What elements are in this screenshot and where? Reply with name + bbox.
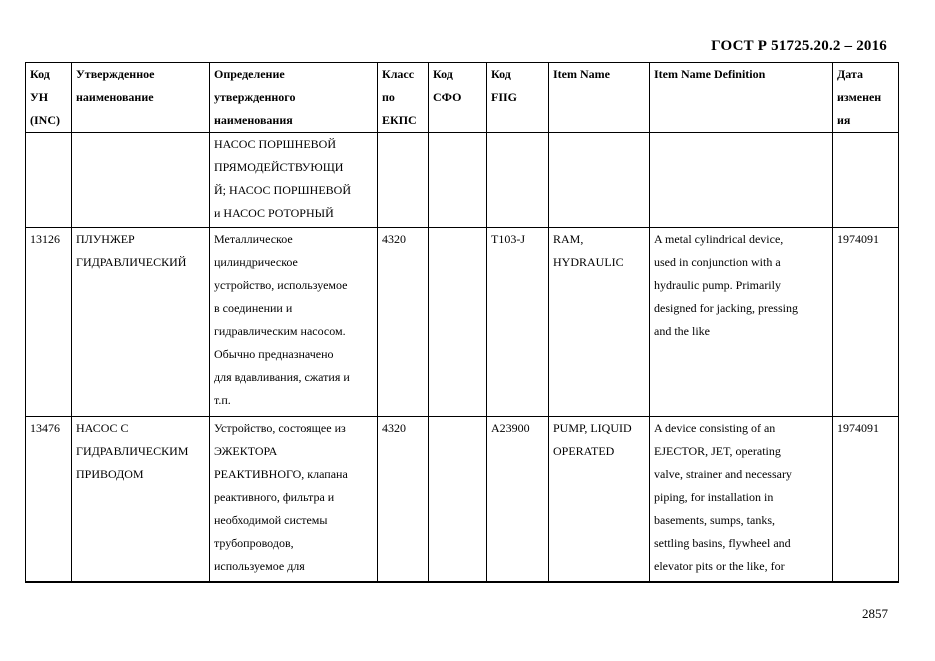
text-line: FIIG bbox=[491, 90, 518, 104]
page-number: 2857 bbox=[862, 606, 888, 621]
text-line: ЕКПС bbox=[382, 113, 417, 127]
text-line: наименования bbox=[214, 113, 293, 127]
text-line: ПРИВОДОМ bbox=[76, 467, 144, 481]
cell-ekps-class bbox=[378, 417, 429, 582]
text-line: RAM, bbox=[553, 232, 584, 246]
table-row bbox=[26, 417, 899, 582]
text-line: A23900 bbox=[491, 421, 530, 435]
cell-sfo-code bbox=[429, 228, 487, 417]
cell-item-definition bbox=[650, 228, 833, 417]
text-line: designed for jacking, pressing bbox=[654, 301, 798, 315]
text-line: 4320 bbox=[382, 232, 406, 246]
col-header-item-definition bbox=[650, 63, 833, 133]
text-line: ПЛУНЖЕР bbox=[76, 232, 135, 246]
text-line: РЕАКТИВНОГО, клапана bbox=[214, 467, 348, 481]
col-header-change-date bbox=[833, 63, 899, 133]
text-line: используемое для bbox=[214, 559, 305, 573]
cell-sfo-code bbox=[429, 417, 487, 582]
col-header-definition bbox=[210, 63, 378, 133]
cell-item-definition bbox=[650, 417, 833, 582]
text-line: реактивного, фильтра и bbox=[214, 490, 335, 504]
cell-fiig-code bbox=[487, 133, 549, 228]
text-line: Item Name bbox=[553, 67, 610, 81]
cell-item-name bbox=[549, 133, 650, 228]
cell-definition bbox=[210, 417, 378, 582]
text-line: Код bbox=[491, 67, 511, 81]
text-line: 13476 bbox=[30, 421, 60, 435]
cell-sfo-code bbox=[429, 133, 487, 228]
text-line: Класс bbox=[382, 67, 415, 81]
cell-definition bbox=[210, 228, 378, 417]
text-line: piping, for installation in bbox=[654, 490, 774, 504]
text-line: Устройство, состоящее из bbox=[214, 421, 346, 435]
text-line: для вдавливания, сжатия и bbox=[214, 370, 350, 384]
text-line: Код bbox=[433, 67, 453, 81]
text-line: settling basins, flywheel and bbox=[654, 536, 791, 550]
text-line: PUMP, LIQUID bbox=[553, 421, 632, 435]
text-line: в соединении и bbox=[214, 301, 293, 315]
cell-definition bbox=[210, 133, 378, 228]
text-line: Определение bbox=[214, 67, 285, 81]
text-line: наименование bbox=[76, 90, 154, 104]
cell-approved-name bbox=[72, 417, 210, 582]
cell-approved-name bbox=[72, 133, 210, 228]
cell-item-name bbox=[549, 228, 650, 417]
text-line: ГИДРАВЛИЧЕСКИЙ bbox=[76, 255, 187, 269]
text-line: 1974091 bbox=[837, 232, 879, 246]
col-header-sfo-code bbox=[429, 63, 487, 133]
cell-change-date bbox=[833, 417, 899, 582]
text-line: A metal cylindrical device, bbox=[654, 232, 784, 246]
text-line: 4320 bbox=[382, 421, 406, 435]
text-line: HYDRAULIC bbox=[553, 255, 624, 269]
text-line: Металлическое bbox=[214, 232, 293, 246]
text-line: elevator pits or the like, for bbox=[654, 559, 785, 573]
text-line: ПРЯМОДЕЙСТВУЮЩИ bbox=[214, 160, 344, 174]
col-header-item-name bbox=[549, 63, 650, 133]
table-row bbox=[26, 228, 899, 417]
cell-change-date bbox=[833, 228, 899, 417]
text-line: изменен bbox=[837, 90, 882, 104]
cell-inc bbox=[26, 133, 72, 228]
cell-fiig-code bbox=[487, 228, 549, 417]
text-line: утвержденного bbox=[214, 90, 296, 104]
text-line: необходимой системы bbox=[214, 513, 328, 527]
text-line: 13126 bbox=[30, 232, 60, 246]
text-line: трубопроводов, bbox=[214, 536, 294, 550]
text-line: T103-J bbox=[491, 232, 525, 246]
text-line: гидравлическим насосом. bbox=[214, 324, 346, 338]
text-line: НАСОС ПОРШНЕВОЙ bbox=[214, 137, 336, 151]
col-header-approved-name bbox=[72, 63, 210, 133]
text-line: и НАСОС РОТОРНЫЙ bbox=[214, 206, 334, 220]
cell-change-date bbox=[833, 133, 899, 228]
cell-fiig-code bbox=[487, 417, 549, 582]
text-line: and the like bbox=[654, 324, 710, 338]
text-line: ЭЖЕКТОРА bbox=[214, 444, 278, 458]
text-line: basements, sumps, tanks, bbox=[654, 513, 775, 527]
text-line: Обычно предназначено bbox=[214, 347, 334, 361]
table-header-row bbox=[26, 63, 899, 133]
cell-inc bbox=[26, 417, 72, 582]
text-line: УН bbox=[30, 90, 49, 104]
cell-item-definition bbox=[650, 133, 833, 228]
text-line: ия bbox=[837, 113, 851, 127]
text-line: Й; НАСОС ПОРШНЕВОЙ bbox=[214, 183, 351, 197]
document-standard-header: ГОСТ Р 51725.20.2 – 2016 bbox=[711, 38, 887, 54]
text-line: цилиндрическое bbox=[214, 255, 298, 269]
text-line: (INC) bbox=[30, 113, 60, 127]
item-name-table bbox=[25, 62, 899, 583]
text-line: ГИДРАВЛИЧЕСКИМ bbox=[76, 444, 189, 458]
text-line: OPERATED bbox=[553, 444, 615, 458]
col-header-inc bbox=[26, 63, 72, 133]
text-line: устройство, используемое bbox=[214, 278, 348, 292]
cell-ekps-class bbox=[378, 133, 429, 228]
text-line: A device consisting of an bbox=[654, 421, 776, 435]
text-line: Код bbox=[30, 67, 50, 81]
text-line: 1974091 bbox=[837, 421, 879, 435]
table-row bbox=[26, 133, 899, 228]
text-line: НАСОС С bbox=[76, 421, 129, 435]
text-line: valve, strainer and necessary bbox=[654, 467, 792, 481]
cell-approved-name bbox=[72, 228, 210, 417]
text-line: hydraulic pump. Primarily bbox=[654, 278, 781, 292]
col-header-fiig-code bbox=[487, 63, 549, 133]
text-line: Утвержденное bbox=[76, 67, 155, 81]
cell-inc bbox=[26, 228, 72, 417]
text-line: т.п. bbox=[214, 393, 231, 407]
text-line: Item Name Definition bbox=[654, 67, 766, 81]
cell-item-name bbox=[549, 417, 650, 582]
text-line: used in conjunction with a bbox=[654, 255, 781, 269]
text-line: Дата bbox=[837, 67, 863, 81]
cell-ekps-class bbox=[378, 228, 429, 417]
text-line: EJECTOR, JET, operating bbox=[654, 444, 781, 458]
text-line: по bbox=[382, 90, 395, 104]
col-header-ekps-class bbox=[378, 63, 429, 133]
text-line: СФО bbox=[433, 90, 462, 104]
